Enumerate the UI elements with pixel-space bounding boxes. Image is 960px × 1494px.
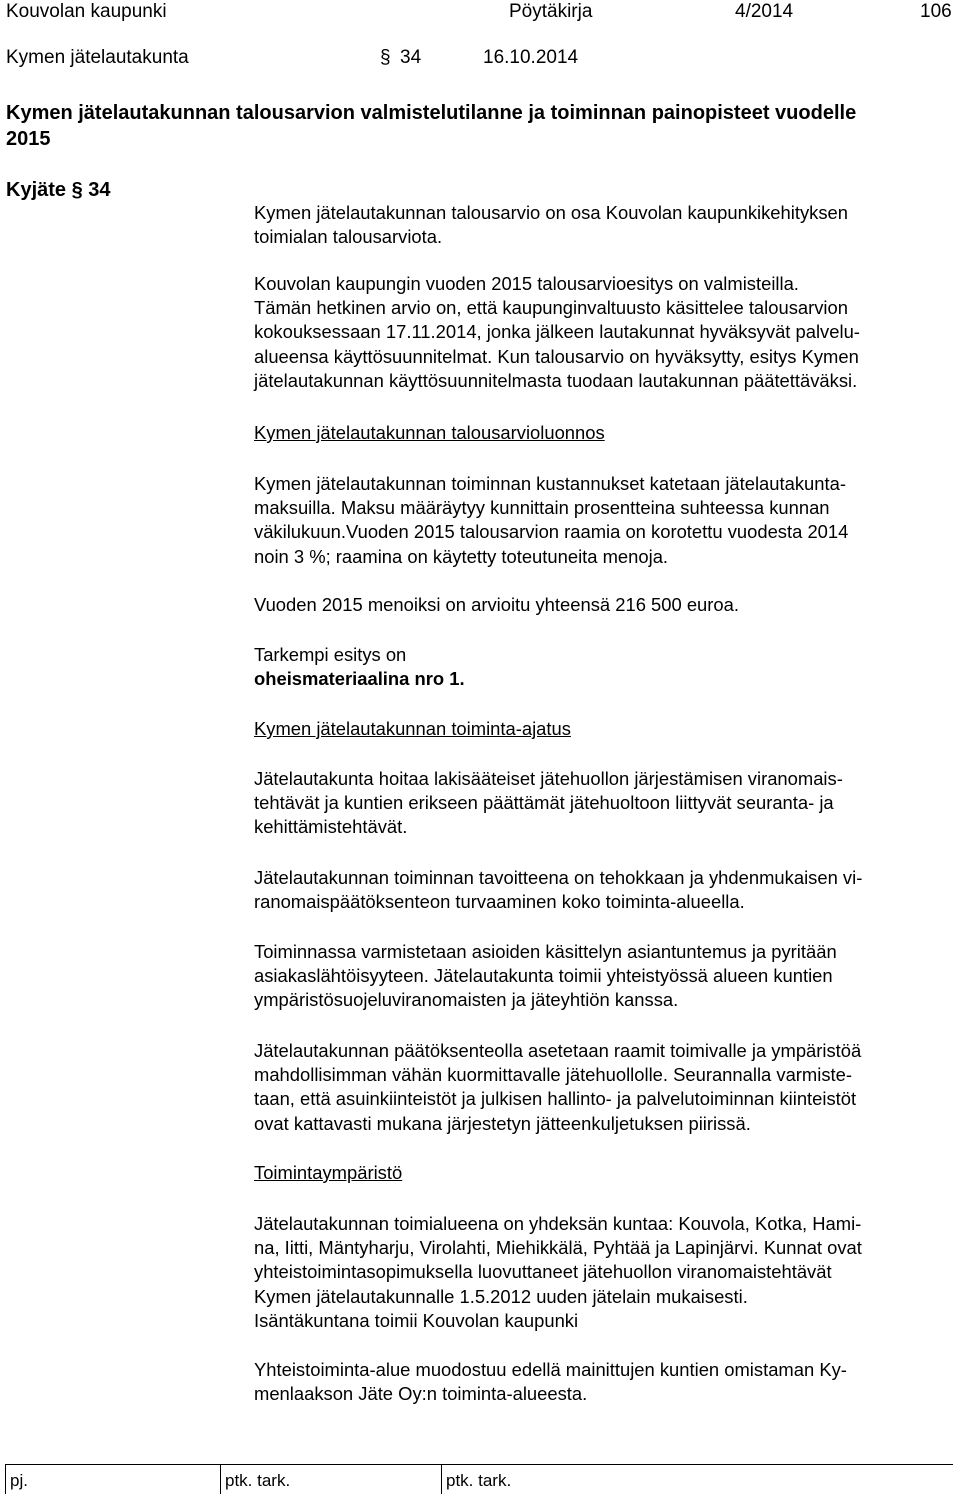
paragraph-line: yhteistoimintasopimuksella luovuttaneet jätehuollon viranomaistehtävät [254,1261,832,1283]
footer-divider [441,1464,442,1494]
paragraph-line: ympäristösuojeluviranomaisten ja jäteyhtiön kanssa. [254,989,679,1011]
paragraph-line: noin 3 %; raamina on käytetty toteutuneita menoja. [254,545,669,567]
paragraph-2 [254,272,954,393]
footer-rule [5,1464,953,1465]
paragraph-8 [254,940,954,1013]
attachment-reference: oheismateriaalina nro 1. [254,668,465,690]
paragraph-line: Jätelautakunnan päätöksenteolla asetetaan raamit toimivalle ja ympäristöä [254,1040,862,1061]
kyjate-number: 34 [88,179,111,201]
section-symbol: § [380,47,391,68]
footer-divider [5,1464,6,1494]
paragraph-7 [254,866,954,914]
agenda-title-line-2: 2015 [6,128,51,150]
paragraph-4: Vuoden 2015 menoiksi on arvioitu yhteensä 216 500 euroa. [254,594,739,615]
paragraph-line: ovat kattavasti mukana järjestetyn jätteenkuljetuksen piirissä. [254,1112,751,1134]
paragraph-line: väkilukuun.Vuoden 2015 talousarvion raamia on korotettu vuodesta 2014 [254,521,849,543]
board-name: Kymen jätelautakunta [6,47,189,68]
section-number: 34 [400,47,422,68]
paragraph-line: jätelautakunnan käyttösuunnitelmasta tuodaan lautakunnan päätettäväksi. [254,369,858,391]
paragraph-line: mahdollisimman vähän kuormittavalle jätehuollolle. Seurannalla varmiste- [254,1064,852,1086]
paragraph-line: menlaakson Jäte Oy:n toiminta-alueesta. [254,1383,588,1405]
paragraph-line: toimialan talousarviota. [254,226,443,248]
paragraph-11 [254,1358,954,1406]
kyjate-label: Kyjäte [6,179,67,201]
document-number: 4/2014 [735,1,794,22]
footer-divider [220,1464,221,1494]
paragraph-line: Jätelautakunta hoitaa lakisääteiset jätehuollon järjestämisen viranomais- [254,768,843,789]
paragraph-line: Tarkempi esitys on [254,644,407,665]
paragraph-1 [254,201,954,249]
footer-minutes-checker-2: ptk. tark. [446,1471,512,1490]
paragraph-6 [254,767,954,840]
document-type: Pöytäkirja [509,1,593,22]
section-heading-mission: Kymen jätelautakunnan toiminta-ajatus [254,718,571,739]
paragraph-line: ranomaispäätöksenteon turvaaminen koko toiminta-alueella. [254,891,745,913]
kyjate-reference [6,178,111,202]
footer-minutes-checker-1: ptk. tark. [225,1471,291,1490]
paragraph-line: Kymen jätelautakunnalle 1.5.2012 uuden jätelain mukaisesti. [254,1285,748,1307]
organization-name: Kouvolan kaupunki [6,1,167,22]
paragraph-line: Toiminnassa varmistetaan asioiden käsittelyn asiantuntemus ja pyritään [254,941,837,962]
paragraph-line: na, Iitti, Mäntyharju, Virolahti, Miehikkälä, Pyhtää ja Lapinjärvi. Kunnat ovat [254,1237,862,1259]
paragraph-line: Kymen jätelautakunnan toiminnan kustannukset katetaan jätelautakunta- [254,473,846,494]
agenda-title-line-1: Kymen jätelautakunnan talousarvion valmistelutilanne ja toiminnan painopisteet vuodelle [6,102,857,124]
paragraph-line: Kymen jätelautakunnan talousarvio on osa Kouvolan kaupunkikehityksen [254,202,848,223]
meeting-date: 16.10.2014 [483,47,579,68]
paragraph-line: kokouksessaan 17.11.2014, jonka jälkeen lautakunnat hyväksyvät palvelu- [254,321,860,343]
page-number: 106 [920,1,952,22]
paragraph-9 [254,1039,954,1136]
paragraph-3 [254,472,954,569]
section-heading-environment: Toimintaympäristö [254,1162,403,1183]
paragraph-line: taan, että asuinkiinteistöt ja julkisen hallinto- ja palvelutoiminnan kiinteistöt [254,1088,857,1110]
paragraph-line: asiakaslähtöisyyteen. Jätelautakunta toimii yhteistyössä alueen kuntien [254,965,833,987]
section-heading-budget-draft: Kymen jätelautakunnan talousarvioluonnos [254,422,605,443]
paragraph-line: maksuilla. Maksu määräytyy kunnittain prosentteina suhteessa kunnan [254,497,830,519]
paragraph-line: alueensa käyttösuunnitelmat. Kun talousarvio on hyväksytty, esitys Kymen [254,345,859,367]
paragraph-line: kehittämistehtävät. [254,816,408,838]
paragraph-line: Jätelautakunnan toiminnan tavoitteena on tehokkaan ja yhdenmukaisen vi- [254,867,863,888]
paragraph-line: tehtävät ja kuntien erikseen päättämät jätehuoltoon liittyvät seuranta- ja [254,792,834,814]
paragraph-5 [254,643,954,691]
paragraph-line: Kouvolan kaupungin vuoden 2015 talousarvioesitys on valmisteilla. [254,273,799,294]
paragraph-line: Isäntäkuntana toimii Kouvolan kaupunki [254,1309,579,1331]
paragraph-10 [254,1212,954,1333]
paragraph-line: Jätelautakunnan toimialueena on yhdeksän kuntaa: Kouvola, Kotka, Hami- [254,1213,862,1234]
paragraph-line: Yhteistoiminta-alue muodostuu edellä mainittujen kuntien omistaman Ky- [254,1359,847,1380]
paragraph-line: Tämän hetkinen arvio on, että kaupunginvaltuusto käsittelee talousarvion [254,297,848,319]
footer-chair-initials: pj. [10,1471,28,1490]
kyjate-symbol: § [71,179,83,201]
